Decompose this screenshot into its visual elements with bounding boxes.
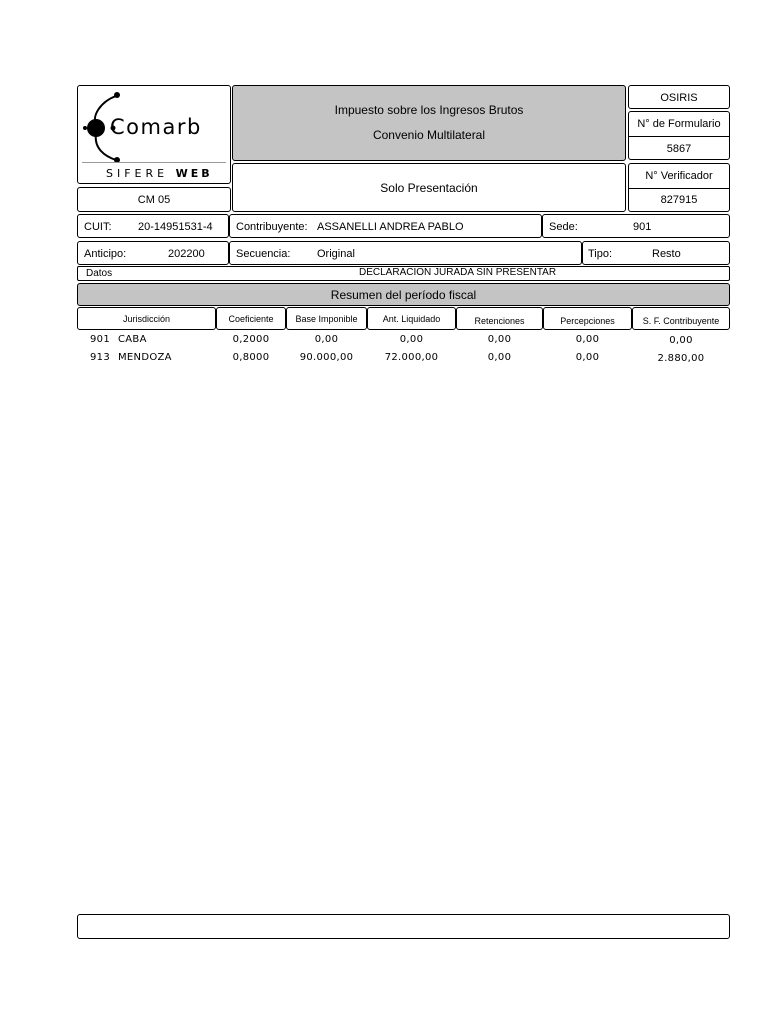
form-number-divider [629, 136, 729, 137]
col-header-percepciones [543, 307, 632, 330]
presentation-box [232, 163, 626, 212]
col-header-label: Jurisdicción [122, 314, 171, 324]
col-header-sf-contribuyente [632, 307, 730, 330]
anticipo-value: 202200 [168, 248, 205, 260]
row-sf: 0,00 [669, 335, 693, 346]
col-header-label: Coeficiente [228, 314, 274, 324]
row-coef: 0,2000 [232, 334, 270, 345]
sede-value: 901 [633, 221, 652, 233]
col-header-label: S. F. Contribuyente [642, 316, 720, 326]
row-base: 0,00 [314, 334, 339, 345]
row-code: 913 [90, 352, 110, 363]
table-row [77, 351, 730, 367]
row-name: CABA [118, 334, 147, 345]
verifier-number: 827915 [660, 194, 698, 206]
datos-row [77, 266, 730, 281]
logo-box [77, 85, 231, 184]
logo-sifere-web [106, 168, 213, 180]
logo-web: WEB [175, 167, 213, 180]
col-header-retenciones [456, 307, 543, 330]
col-header-jurisdiccion [77, 307, 216, 330]
row-sf: 2.880,00 [657, 353, 705, 364]
title-line1: Impuesto sobre los Ingresos Brutos [334, 103, 524, 117]
form-number: 5867 [666, 143, 692, 155]
form-number-label: N° de Formulario [637, 118, 721, 130]
form-code: CM 05 [137, 194, 171, 206]
row-name: MENDOZA [118, 352, 172, 363]
contributor-value: ASSANELLI ANDREA PABLO [317, 221, 464, 233]
col-header-ant-liquidado [367, 307, 456, 330]
footer-box [77, 914, 730, 939]
anticipo-cell [77, 241, 229, 265]
verifier-label: N° Verificador [645, 170, 713, 182]
col-header-base [286, 307, 367, 330]
row-perc: 0,00 [575, 334, 600, 345]
logo-brand: Comarb [110, 115, 202, 139]
logo-sifere: SIFERE [106, 167, 169, 180]
contributor-cell [229, 214, 542, 238]
row-ant: 72.000,00 [384, 352, 439, 363]
table-row [77, 333, 730, 349]
sede-label: Sede: [549, 221, 578, 233]
row-ret: 0,00 [487, 334, 512, 345]
tipo-value: Resto [652, 248, 681, 260]
sede-cell [542, 214, 730, 238]
form-code-box [77, 187, 231, 212]
form-number-box [628, 111, 730, 160]
col-header-coeficiente [216, 307, 286, 330]
row-coef: 0,8000 [232, 352, 270, 363]
contributor-label: Contribuyente: [236, 221, 308, 233]
row-code: 901 [90, 334, 110, 345]
cuit-label: CUIT: [84, 221, 112, 233]
verifier-divider [629, 188, 729, 189]
row-ant: 0,00 [399, 334, 424, 345]
summary-title-box [77, 283, 730, 306]
secuencia-value: Original [317, 248, 355, 260]
verifier-box [628, 163, 730, 212]
presentation-text: Solo Presentación [380, 181, 478, 195]
system-box [628, 85, 730, 109]
cuit-value: 20-14951531-4 [138, 221, 213, 233]
col-header-label: Ant. Liquidado [382, 314, 441, 324]
title-line2: Convenio Multilateral [372, 128, 486, 142]
tipo-cell [582, 241, 730, 265]
secuencia-cell [229, 241, 582, 265]
logo-divider [82, 162, 226, 163]
cuit-cell [77, 214, 229, 238]
row-base: 90.000,00 [299, 352, 354, 363]
row-ret: 0,00 [487, 352, 512, 363]
anticipo-label: Anticipo: [84, 248, 127, 260]
secuencia-label: Secuencia: [236, 248, 291, 260]
col-header-label: Percepciones [560, 316, 615, 326]
datos-value: DECLARACION JURADA SIN PRESENTAR [359, 267, 557, 278]
col-header-label: Base Imponible [295, 314, 358, 324]
datos-label: Datos [86, 268, 113, 279]
row-perc: 0,00 [575, 352, 600, 363]
title-box [232, 85, 626, 161]
summary-title: Resumen del período fiscal [330, 288, 477, 302]
tipo-label: Tipo: [588, 248, 613, 260]
col-header-label: Retenciones [474, 316, 525, 326]
system-name: OSIRIS [660, 92, 698, 104]
